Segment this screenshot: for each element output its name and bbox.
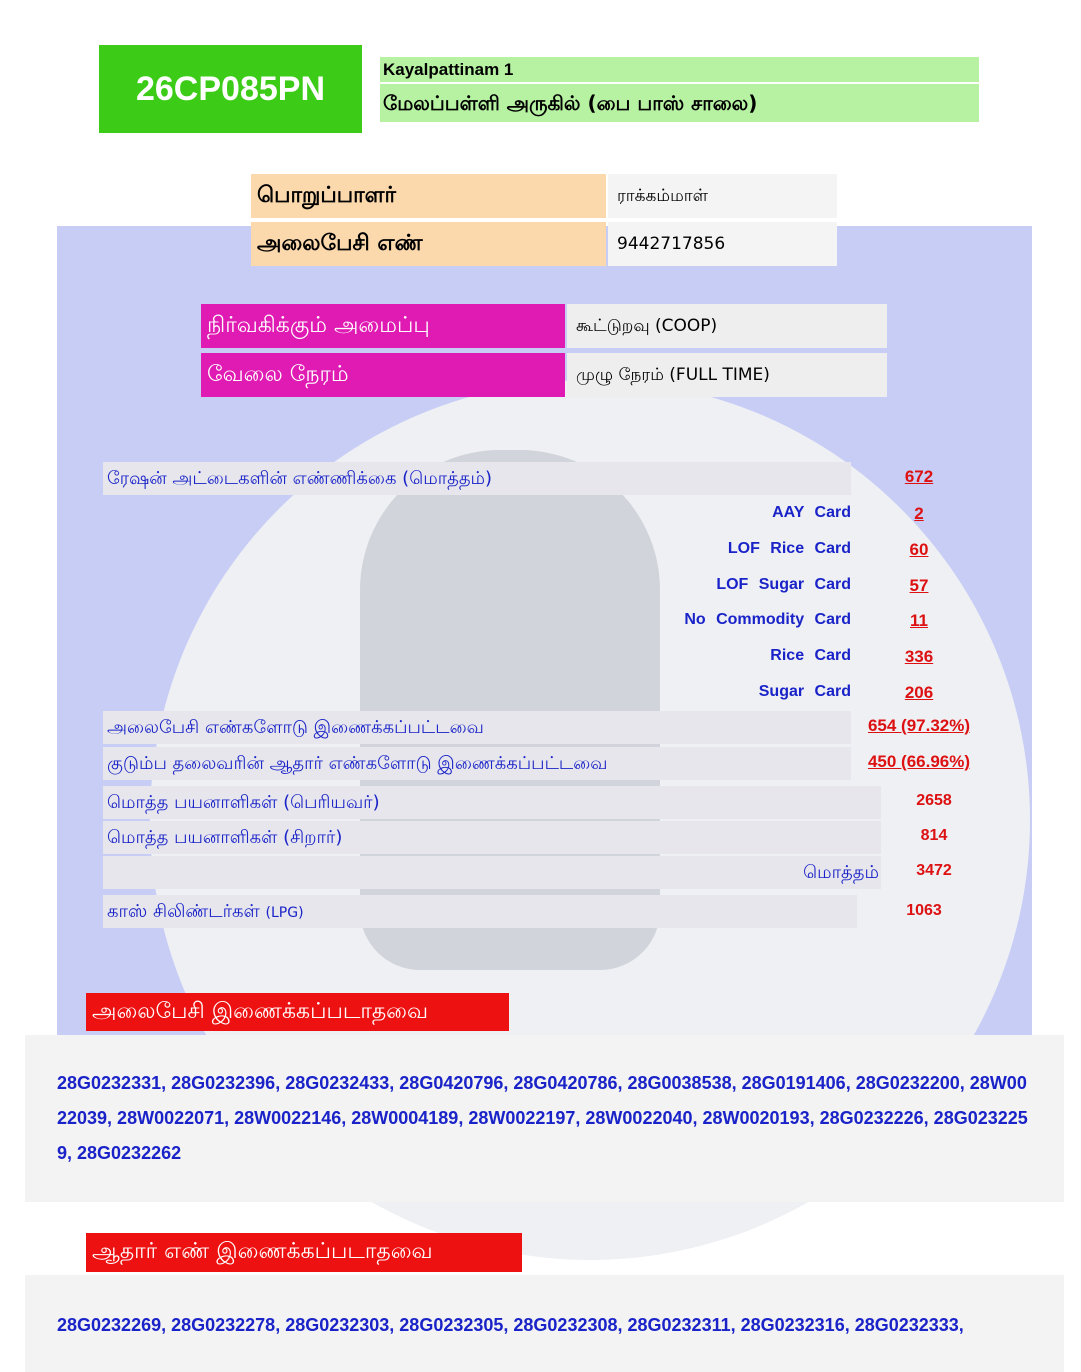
shop-address: மேலப்பள்ளி அருகில் (பை பாஸ் சாலை)	[380, 84, 979, 122]
unlinked-mobile-list: 28G0232331, 28G0232396, 28G0232433, 28G0420796, 28G0420786, 28G0038538, 28G0191406, 28G0232200, 28W0022039, 28W0022071, 28W0022146, 28W0004189, 28W0022197, 28W0022040, 28W0020193, 28G0232226, 28G0232259, 28G0232262	[57, 1073, 1028, 1163]
lpg-label-suffix: (LPG)	[265, 905, 304, 921]
card-type-value: 2	[914, 504, 924, 523]
unlinked-mobile-title: அலைபேசி இணைக்கப்படாதவை	[86, 993, 509, 1031]
lpg-label-text: காஸ் சிலிண்டர்கள்	[107, 901, 260, 922]
incharge-value: ராக்கம்மாள்	[608, 174, 837, 218]
total-beneficiaries-label: மொத்தம்	[103, 856, 881, 889]
card-type-label: Sugar Card	[758, 683, 851, 700]
total-cards-label: ரேஷன் அட்டைகளின் எண்ணிக்கை (மொத்தம்)	[103, 462, 851, 495]
lpg-label	[103, 895, 857, 928]
mobile-linked-value: 654 (97.32%)	[867, 716, 971, 735]
phone-value: 9442717856	[608, 222, 837, 266]
child-beneficiaries-value: 814	[920, 827, 948, 844]
mobile-linked-label: அலைபேசி எண்களோடு இணைக்கப்பட்டவை	[103, 711, 851, 744]
unlinked-aadhar-list: 28G0232269, 28G0232278, 28G0232303, 28G0232305, 28G0232308, 28G0232311, 28G0232316, 28G0232333,	[57, 1315, 964, 1335]
watermark-fist-icon	[360, 450, 660, 970]
card-type-label: No Commodity Card	[684, 611, 851, 628]
aadhar-linked-value: 450 (66.96%)	[867, 752, 971, 771]
card-type-value: 11	[910, 611, 928, 630]
lpg-value: 1063	[906, 902, 942, 919]
aadhar-linked-label: குடும்ப தலைவரின் ஆதார் எண்களோடு இணைக்கப்பட்டவை	[103, 747, 851, 780]
card-type-label: LOF Sugar Card	[716, 576, 851, 593]
card-type-value: 206	[904, 683, 934, 702]
adult-beneficiaries-value: 2658	[916, 792, 952, 809]
org-value: கூட்டுறவு (COOP)	[567, 304, 887, 348]
unlinked-aadhar-title: ஆதார் எண் இணைக்கப்படாதவை	[86, 1233, 522, 1272]
card-type-value: 60	[909, 540, 929, 559]
hours-value: முழு நேரம் (FULL TIME)	[567, 353, 887, 397]
incharge-label: பொறுப்பாளர்	[251, 174, 606, 218]
child-beneficiaries-label: மொத்த பயனாளிகள் (சிறார்)	[103, 821, 881, 854]
card-type-label: AAY Card	[772, 504, 851, 521]
hours-label: வேலை நேரம்	[201, 353, 565, 397]
card-type-value: 57	[909, 576, 929, 595]
shop-code-badge: 26CP085PN	[99, 45, 362, 133]
phone-label: அலைபேசி எண்	[251, 222, 606, 266]
total-beneficiaries-value: 3472	[916, 862, 952, 879]
card-type-value: 336	[904, 647, 934, 666]
town-name: Kayalpattinam 1	[380, 57, 979, 82]
adult-beneficiaries-label: மொத்த பயனாளிகள் (பெரியவர்)	[103, 786, 881, 819]
card-type-label: Rice Card	[770, 647, 851, 664]
card-type-label: LOF Rice Card	[727, 540, 851, 557]
total-cards-value: 672	[904, 467, 934, 486]
org-label: நிர்வகிக்கும் அமைப்பு	[201, 304, 565, 348]
